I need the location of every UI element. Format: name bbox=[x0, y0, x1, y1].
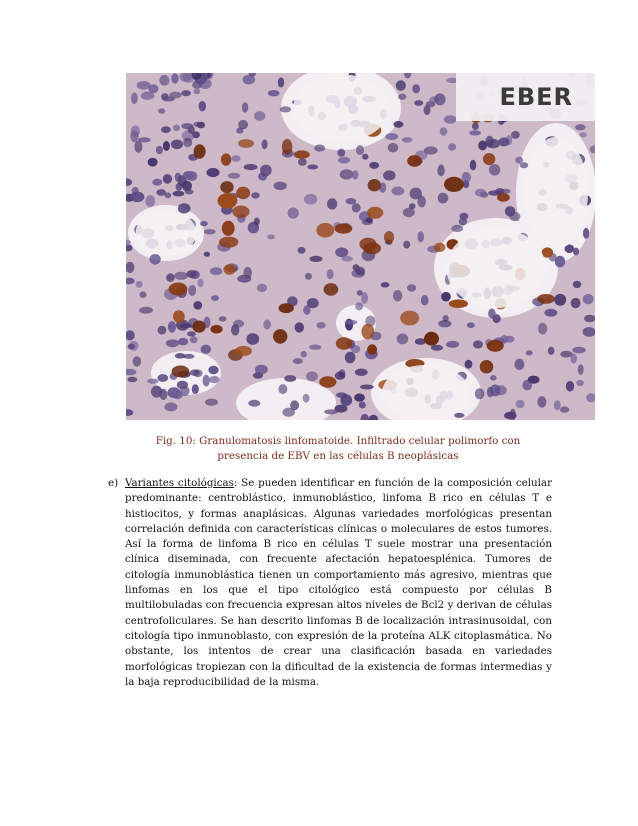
section-text: : Se pueden identificar en función de la composición celular predominante: centroblástico, inmunoblástico, linfoma B rico en células T e histiocitos, y formas anaplásicas. Algunas variedades morfológicas presentan correlación definida con características clínicas o moleculares de estos tumores. Así la forma de linfoma B rico en células T suele mostrar una presentación clínica diseminada, con frecuente afectación hepatoesplénica. Tumores de citología inmunoblástica tienen un comportamiento más agresivo, mientras que linfomas en los que el tipo citológico está compuesto por células B multilobuladas con frecuencia expresan altos niveles de Bcl2 y derivan de células centrofoliculares. Se han descrito linfomas B de localización intrasinusoidal, con citología tipo inmunoblasto, con expresión de la proteína ALK citoplasmática. No obstante, los intentos de crear una clasificación basada en variedades morfológicas tropiezan con la dificultad de la existencia de formas intermedias y la baja reproducibilidad de la misma. bbox=[125, 477, 552, 688]
figure-caption bbox=[118, 434, 558, 464]
micrograph-figure bbox=[126, 73, 595, 420]
list-marker: e) bbox=[108, 477, 119, 489]
caption-line-2: presencia de EBV en las células B neoplásicas bbox=[217, 450, 459, 462]
section-term: Variantes citológicas bbox=[125, 477, 234, 489]
tissue-image bbox=[126, 73, 595, 420]
figure-stain-label: EBER bbox=[499, 83, 573, 111]
body-section bbox=[108, 476, 552, 690]
body-paragraph bbox=[125, 476, 552, 690]
caption-line-1: Fig. 10: Granulomatosis linfomatoide. Infiltrado celular polimorfo con bbox=[155, 435, 521, 447]
